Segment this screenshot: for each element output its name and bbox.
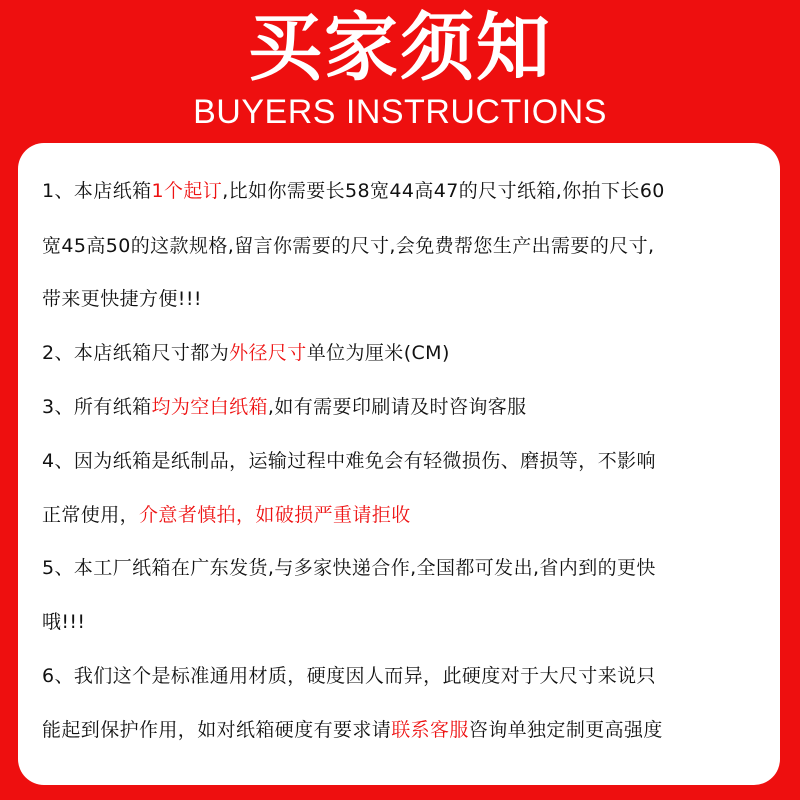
instruction-1-line-2: 宽45高50的这款规格,留言你需要的尺寸,会免费帮您生产出需要的尺寸, bbox=[42, 235, 655, 257]
instruction-1-highlight: 1个起订 bbox=[151, 180, 223, 202]
instruction-2-text-a: 2、本店纸箱尺寸都为 bbox=[42, 342, 230, 364]
instruction-3-highlight: 均为空白纸箱 bbox=[151, 396, 268, 418]
instruction-1-line-1 bbox=[42, 176, 665, 206]
instruction-4-line-2 bbox=[42, 500, 411, 530]
instruction-5-line-1: 5、本工厂纸箱在广东发货,与多家快递合作,全国都可发出,省内到的更快 bbox=[42, 557, 656, 579]
instruction-1-text-a: 1、本店纸箱 bbox=[42, 180, 152, 202]
instruction-5-line-2: 哦!!! bbox=[42, 611, 86, 633]
instruction-2-text-b: 单位为厘米(CM) bbox=[306, 342, 450, 364]
instructions-card bbox=[18, 143, 780, 785]
instruction-6-line-1: 6、我们这个是标准通用材质，硬度因人而异，此硬度对于大尺寸来说只 bbox=[42, 665, 656, 687]
instruction-1-text-b: ,比如你需要长58宽44高47的尺寸纸箱,你拍下长60 bbox=[222, 180, 665, 202]
page-subtitle: BUYERS INSTRUCTIONS bbox=[193, 93, 607, 131]
instruction-3-text-a: 3、所有纸箱 bbox=[42, 396, 152, 418]
instruction-2-highlight: 外径尺寸 bbox=[229, 342, 307, 364]
instruction-2 bbox=[42, 338, 450, 368]
instruction-4-highlight: 介意者慎拍，如破损严重请拒收 bbox=[139, 504, 411, 526]
instruction-6-line-2 bbox=[42, 715, 663, 745]
instruction-6-highlight: 联系客服 bbox=[391, 719, 469, 741]
instruction-4-text-a: 正常使用， bbox=[42, 504, 140, 526]
instruction-1-line-3: 带来更快捷方便!!! bbox=[42, 288, 202, 310]
instruction-3 bbox=[42, 392, 527, 422]
instruction-6-text-b: 咨询单独定制更高强度 bbox=[468, 719, 663, 741]
instruction-4-line-1: 4、因为纸箱是纸制品，运输过程中难免会有轻微损伤、磨损等，不影响 bbox=[42, 450, 656, 472]
instruction-3-text-b: ,如有需要印刷请及时咨询客服 bbox=[267, 396, 527, 418]
page-title: 买家须知 bbox=[248, 5, 552, 91]
instruction-6-text-a: 能起到保护作用，如对纸箱硬度有要求请 bbox=[42, 719, 392, 741]
